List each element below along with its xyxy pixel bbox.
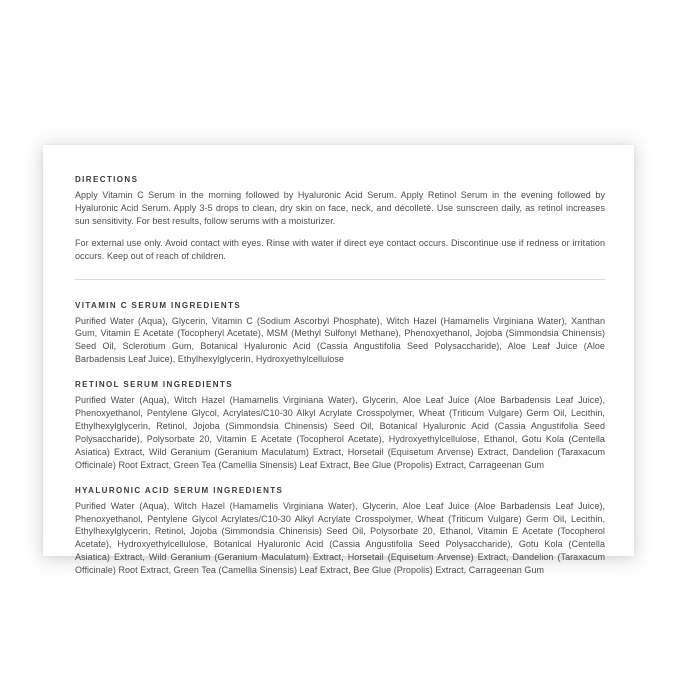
retinol-ingredients-heading: RETINOL SERUM INGREDIENTS [75, 380, 233, 390]
vitamin-c-ingredients-section [75, 301, 605, 367]
hyaluronic-acid-ingredients-heading: HYALURONIC ACID SERUM INGREDIENTS [75, 485, 284, 495]
product-label-card [43, 145, 634, 576]
section-divider [75, 279, 605, 280]
directions-warning-paragraph: For external use only. Avoid contact with eyes. Rinse with water if direct eye contact occurs. Discontinue use if redness or irritation occurs. Keep out of reach of children. [75, 237, 605, 261]
directions-usage-paragraph: Apply Vitamin C Serum in the morning followed by Hyaluronic Acid Serum. Apply Retinol Serum in the evening followed by Hyaluronic Acid Serum. Apply 3-5 drops to clean, dry skin on face, neck, and décolleté. Use sunscreen daily, as retinol increases sun sensitivity. For best results, follow serums with a moisturizer. [75, 190, 605, 226]
retinol-ingredients-section [75, 380, 605, 471]
vitamin-c-ingredients-list: Purified Water (Aqua), Glycerin, Vitamin C (Sodium Ascorbyl Phosphate), Witch Hazel (Hamamelis Virginiana Water), Xanthan Gum, Vitamin E Acetate (Tocopheryl Acetate), MSM (Methyl Sulfonyl Methane), Phenoxyethanol, Jojoba (Simmondsia Chinensis) Seed Oil, Sclerotium Gum, Botanical Hyaluronic Acid (Cassia Angustifolia Seed Polysaccharide), Aloe Leaf Juice (Aloe Barbadensis Leaf Juice), Ethylhexylglycerin, Hydroxyethylcellulose [75, 315, 605, 365]
directions-section [75, 175, 605, 263]
retinol-ingredients-list: Purified Water (Aqua), Witch Hazel (Hamamelis Virginiana Water), Glycerin, Aloe Leaf Juice (Aloe Barbadensis Leaf Juice), Phenoxyethanol, Pentylene Glycol, Acrylates/C10-30 Alkyl Acrylate Crosspolymer, Wheat (Triticum Vulgare) Germ Oil, Lecithin, Ethylhexylglycerin, Retinol, Jojoba (Simmondsia Chinensis) Seed Oil, Botanical Hyaluronic Acid (Cassia Angustifolia Seed Polysaccharide), Polysorbate 20, Vitamin E Acetate (Tocopherol Acetate), Hydroxyethylcellulose, Ethanol, Gotu Kola (Centella Asiatica) Extract, Wild Geranium (Geranium Maculatum) Extract, Horsetail (Equisetum Arvense) Extract, Dandelion (Taraxacum Officinale) Root Extract, Green Tea (Camellia Sinensis) Leaf Extract, Bee Glue (Propolis) Extract, Carrageenan Gum [75, 395, 605, 470]
hyaluronic-acid-ingredients-list: Purified Water (Aqua), Witch Hazel (Hamamelis Virginiana Water), Glycerin, Aloe Leaf Juice (Aloe Barbadensis Leaf Juice), Phenoxyethanol, Pentylene Glycol Acrylates/C10-30 Alkyl Acrylate Crosspolymer, Wheat (Triticum Vulgare) Germ Oil, Lecithin, Ethylhexylglycerin, Retinol, Jojoba (Simmondsia Chinensis) Seed Oil, Polysorbate 20, Ethanol, Vitamin E Acetate (Tocopherol Acetate), Hydroxyethylcellulose, Botanical Hyaluronic Acid (Cassia Angustifolia Seed Polysaccharide), Gotu Kola (Centella Asiatica) Extract, Wild Geranium (Geranium Maculatum) Extract, Horsetail (Equisetum Arvense) Extract, Dandelion (Taraxacum Officinale) Root Extract, Green Tea (Camellia Sinensis) Leaf Extract, Bee Glue (Propolis) Extract, Carrageenan Gum [75, 500, 605, 576]
vitamin-c-ingredients-heading: VITAMIN C SERUM INGREDIENTS [75, 300, 242, 310]
hyaluronic-acid-ingredients-section [75, 486, 605, 577]
directions-heading: DIRECTIONS [75, 175, 139, 184]
